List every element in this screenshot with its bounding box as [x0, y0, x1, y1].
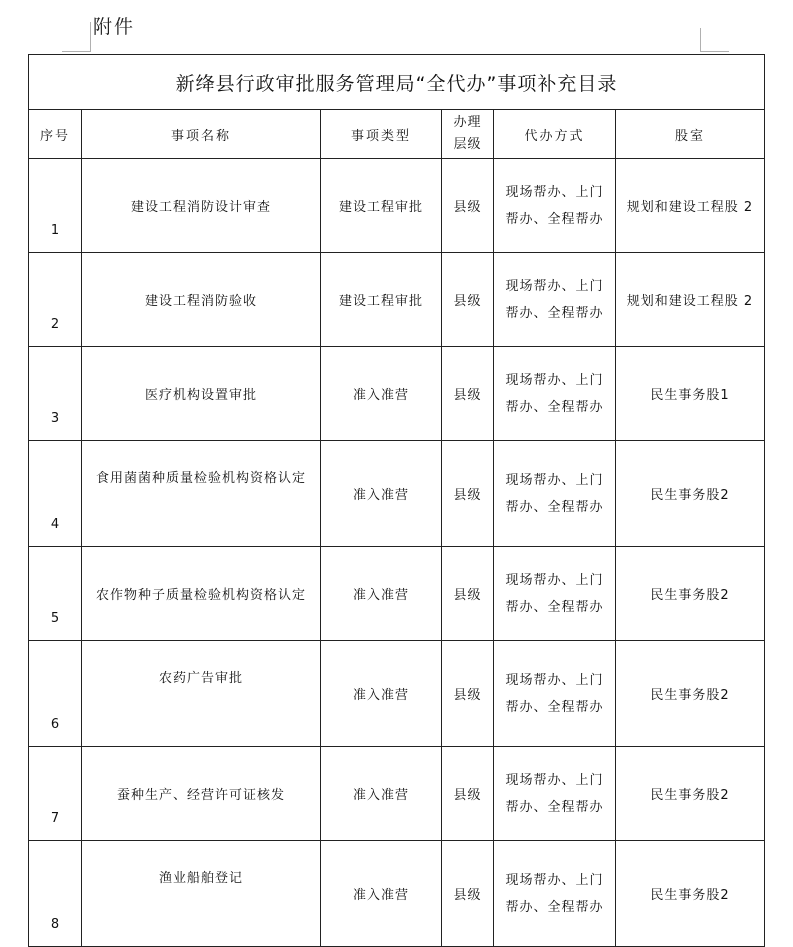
cell-no: 6: [29, 641, 82, 747]
crop-mark-right: [700, 28, 701, 52]
cell-type: 准入准营: [321, 841, 442, 947]
table-row: [29, 641, 765, 747]
cell-level: 县级: [442, 441, 494, 547]
cell-type: 准入准营: [321, 747, 442, 841]
cell-method: [494, 441, 616, 547]
method-line1: 现场帮办、上门: [505, 372, 604, 388]
cell-name: 建设工程消防验收: [82, 253, 321, 347]
cell-no: 3: [29, 347, 82, 441]
cell-level: 县级: [442, 347, 494, 441]
cell-office: 规划和建设工程股 2: [616, 253, 765, 347]
cell-no: 4: [29, 441, 82, 547]
cell-name: 建设工程消防设计审查: [82, 159, 321, 253]
header-no: 序号: [29, 110, 82, 159]
header-level-line1: 办理: [453, 115, 482, 130]
method-line2: 帮办、全程帮办: [505, 699, 604, 715]
method-line2: 帮办、全程帮办: [505, 211, 604, 227]
method-line1: 现场帮办、上门: [505, 184, 604, 200]
header-method: 代办方式: [494, 110, 616, 159]
cell-level: 县级: [442, 253, 494, 347]
cell-office: 民生事务股1: [616, 347, 765, 441]
cell-name: 食用菌菌种质量检验机构资格认定: [82, 441, 321, 547]
cell-office: 民生事务股2: [616, 841, 765, 947]
table-row: [29, 347, 765, 441]
header-name: 事项名称: [82, 110, 321, 159]
table-row: [29, 547, 765, 641]
cell-name: 农药广告审批: [82, 641, 321, 747]
cell-type: 准入准营: [321, 441, 442, 547]
cell-level: 县级: [442, 159, 494, 253]
method-line2: 帮办、全程帮办: [505, 899, 604, 915]
table-row: [29, 159, 765, 253]
cell-name: 蚕种生产、经营许可证核发: [82, 747, 321, 841]
method-line1: 现场帮办、上门: [505, 472, 604, 488]
header-level-line2: 层级: [453, 137, 482, 152]
attachment-label: 附件: [93, 16, 136, 38]
cell-office: 民生事务股2: [616, 641, 765, 747]
cell-no: 5: [29, 547, 82, 641]
method-line1: 现场帮办、上门: [505, 572, 604, 588]
method-line2: 帮办、全程帮办: [505, 399, 604, 415]
cell-method: [494, 347, 616, 441]
method-line1: 现场帮办、上门: [505, 672, 604, 688]
crop-mark-left: [90, 22, 91, 52]
crop-mark-left-h: [62, 51, 90, 52]
cell-type: 准入准营: [321, 347, 442, 441]
cell-level: 县级: [442, 747, 494, 841]
cell-method: [494, 841, 616, 947]
cell-method: [494, 253, 616, 347]
cell-office: 规划和建设工程股 2: [616, 159, 765, 253]
table-title: 新绛县行政审批服务管理局“全代办”事项补充目录: [29, 55, 765, 110]
method-line1: 现场帮办、上门: [505, 772, 604, 788]
cell-name: 医疗机构设置审批: [82, 347, 321, 441]
table-row: [29, 747, 765, 841]
cell-name: 渔业船舶登记: [82, 841, 321, 947]
crop-mark-right-h: [701, 51, 729, 52]
header-office: 股室: [616, 110, 765, 159]
cell-no: 7: [29, 747, 82, 841]
cell-office: 民生事务股2: [616, 747, 765, 841]
cell-method: [494, 547, 616, 641]
cell-no: 8: [29, 841, 82, 947]
cell-level: 县级: [442, 641, 494, 747]
table-row: [29, 841, 765, 947]
cell-name: 农作物种子质量检验机构资格认定: [82, 547, 321, 641]
cell-no: 1: [29, 159, 82, 253]
cell-no: 2: [29, 253, 82, 347]
table-row: [29, 253, 765, 347]
cell-method: [494, 641, 616, 747]
method-line2: 帮办、全程帮办: [505, 599, 604, 615]
method-line2: 帮办、全程帮办: [505, 499, 604, 515]
table-row: [29, 441, 765, 547]
method-line1: 现场帮办、上门: [505, 872, 604, 888]
method-line2: 帮办、全程帮办: [505, 799, 604, 815]
cell-method: [494, 159, 616, 253]
method-line1: 现场帮办、上门: [505, 278, 604, 294]
table-header-row: [29, 110, 765, 159]
cell-level: 县级: [442, 547, 494, 641]
cell-type: 建设工程审批: [321, 253, 442, 347]
catalog-table: [28, 54, 765, 947]
cell-office: 民生事务股2: [616, 441, 765, 547]
cell-office: 民生事务股2: [616, 547, 765, 641]
header-level: [442, 110, 494, 159]
method-line2: 帮办、全程帮办: [505, 305, 604, 321]
cell-type: 准入准营: [321, 641, 442, 747]
cell-method: [494, 747, 616, 841]
cell-type: 准入准营: [321, 547, 442, 641]
cell-type: 建设工程审批: [321, 159, 442, 253]
header-type: 事项类型: [321, 110, 442, 159]
cell-level: 县级: [442, 841, 494, 947]
